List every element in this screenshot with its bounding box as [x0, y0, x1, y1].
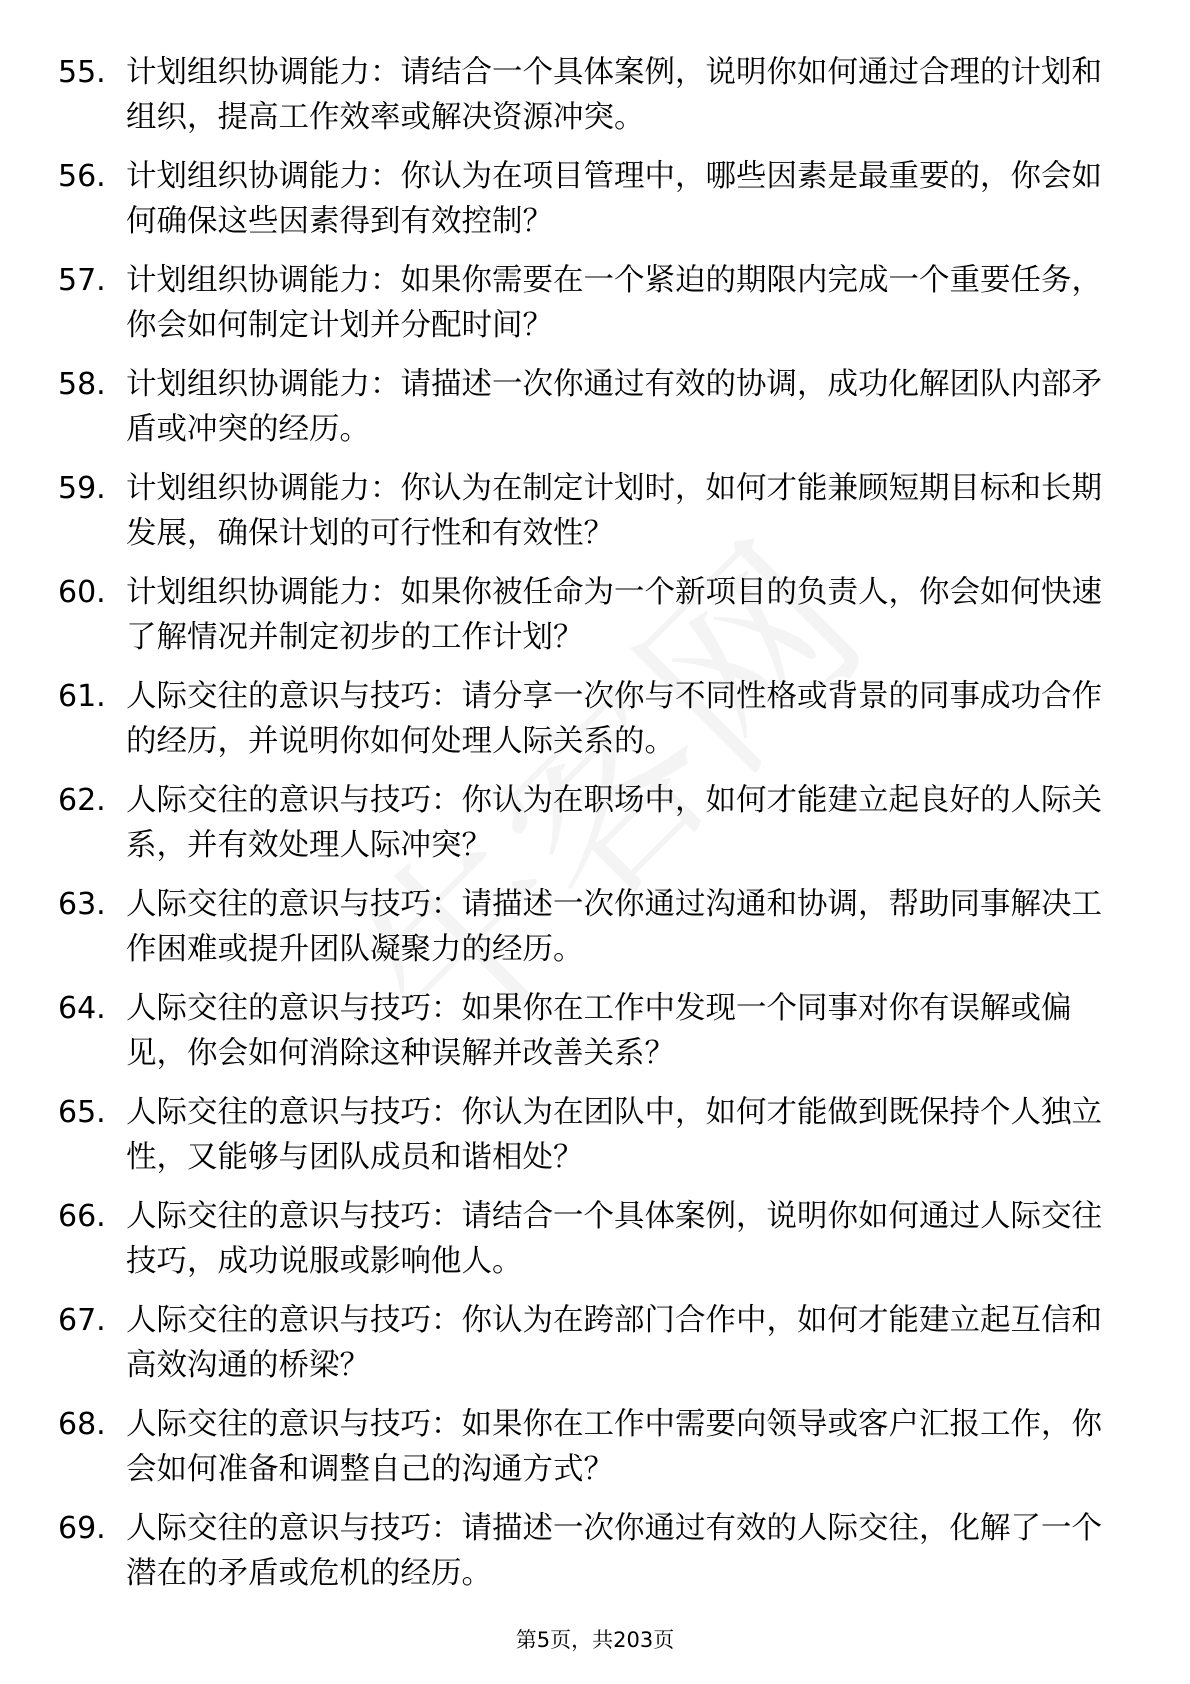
question-item: [58, 1194, 1128, 1298]
question-number: 63.: [58, 887, 106, 922]
question-item: [58, 570, 1128, 674]
question-text: 计划组织协调能力：如果你需要在一个紧迫的期限内完成一个重要任务，你会如何制定计划并分配时间？: [126, 263, 1102, 343]
question-text: 人际交往的意识与技巧：请描述一次你通过有效的人际交往，化解了一个潜在的矛盾或危机的经历。: [126, 1511, 1102, 1591]
question-number: 60.: [58, 575, 106, 610]
question-number: 68.: [58, 1407, 106, 1442]
question-item: [58, 778, 1128, 882]
question-item: [58, 674, 1128, 778]
question-text: 人际交往的意识与技巧：如果你在工作中需要向领导或客户汇报工作，你会如何准备和调整自己的沟通方式？: [126, 1407, 1102, 1487]
page-footer: [0, 1626, 1190, 1654]
question-item: [58, 1402, 1128, 1506]
question-list: [58, 50, 1128, 1610]
question-item: [58, 1298, 1128, 1402]
question-text: 计划组织协调能力：你认为在制定计划时，如何才能兼顾短期目标和长期发展，确保计划的可行性和有效性？: [126, 471, 1102, 551]
question-item: [58, 258, 1128, 362]
question-number: 58.: [58, 367, 106, 402]
question-number: 59.: [58, 471, 106, 506]
question-item: [58, 882, 1128, 986]
question-item: [58, 50, 1128, 154]
question-item: [58, 986, 1128, 1090]
question-text: 人际交往的意识与技巧：请描述一次你通过沟通和协调，帮助同事解决工作困难或提升团队凝聚力的经历。: [126, 887, 1102, 967]
question-text: 人际交往的意识与技巧：请结合一个具体案例，说明你如何通过人际交往技巧，成功说服或影响他人。: [126, 1199, 1102, 1279]
question-number: 66.: [58, 1199, 106, 1234]
question-number: 67.: [58, 1303, 106, 1338]
question-text: 计划组织协调能力：你认为在项目管理中，哪些因素是最重要的，你会如何确保这些因素得到有效控制？: [126, 159, 1102, 239]
question-item: [58, 154, 1128, 258]
question-text: 计划组织协调能力：请结合一个具体案例，说明你如何通过合理的计划和组织，提高工作效率或解决资源冲突。: [126, 55, 1102, 135]
question-item: [58, 362, 1128, 466]
question-number: 57.: [58, 263, 106, 298]
question-text: 人际交往的意识与技巧：你认为在职场中，如何才能建立起良好的人际关系，并有效处理人际冲突？: [126, 783, 1102, 863]
question-text: 计划组织协调能力：请描述一次你通过有效的协调，成功化解团队内部矛盾或冲突的经历。: [126, 367, 1102, 447]
question-number: 69.: [58, 1511, 106, 1546]
question-text: 人际交往的意识与技巧：请分享一次你与不同性格或背景的同事成功合作的经历，并说明你如何处理人际关系的。: [126, 679, 1102, 759]
question-item: [58, 1090, 1128, 1194]
question-number: 61.: [58, 679, 106, 714]
question-number: 65.: [58, 1095, 106, 1130]
question-number: 62.: [58, 783, 106, 818]
question-number: 55.: [58, 55, 106, 90]
question-item: [58, 1506, 1128, 1610]
question-text: 人际交往的意识与技巧：如果你在工作中发现一个同事对你有误解或偏见，你会如何消除这种误解并改善关系？: [126, 991, 1072, 1071]
page-number-label: 第5页，共203页: [515, 1628, 675, 1652]
question-text: 计划组织协调能力：如果你被任命为一个新项目的负责人，你会如何快速了解情况并制定初步的工作计划？: [126, 575, 1102, 655]
question-text: 人际交往的意识与技巧：你认为在团队中，如何才能做到既保持个人独立性，又能够与团队成员和谐相处？: [126, 1095, 1102, 1175]
question-text: 人际交往的意识与技巧：你认为在跨部门合作中，如何才能建立起互信和高效沟通的桥梁？: [126, 1303, 1102, 1383]
question-number: 56.: [58, 159, 106, 194]
question-item: [58, 466, 1128, 570]
question-number: 64.: [58, 991, 106, 1026]
